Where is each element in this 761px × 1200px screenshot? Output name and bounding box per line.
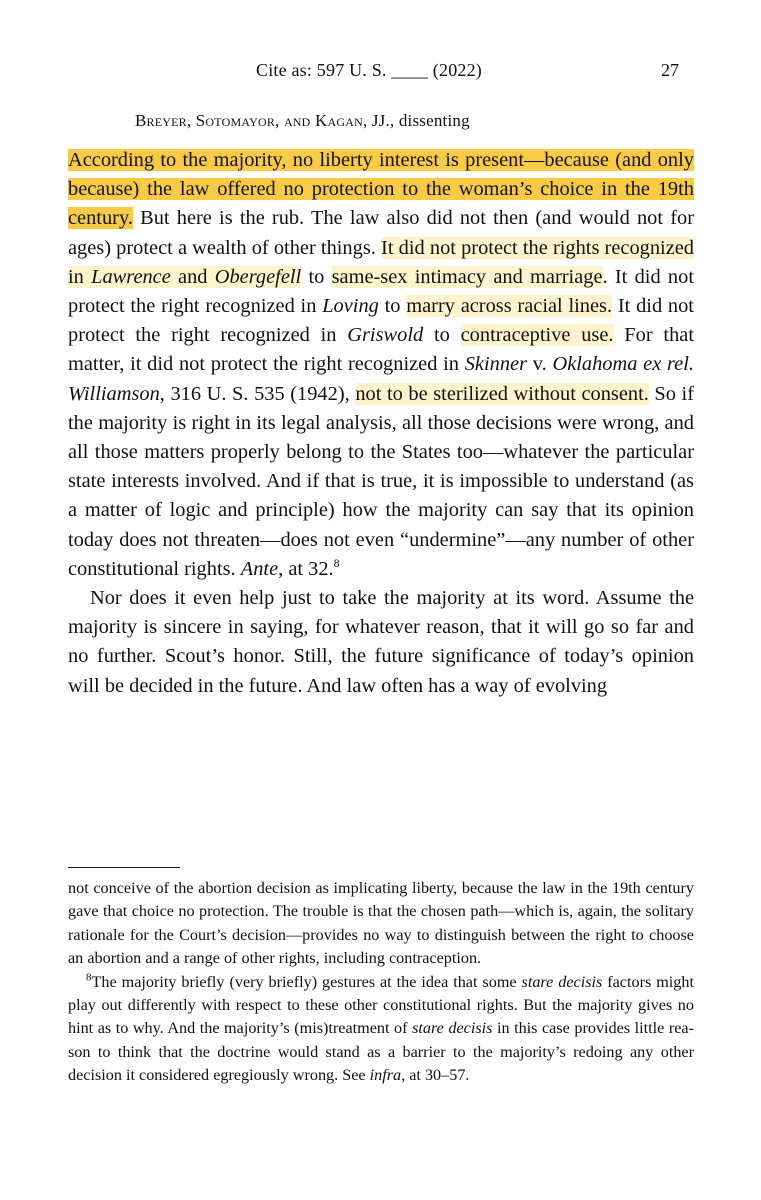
case-name-lawrence: Lawrence	[91, 265, 171, 288]
citation-infra: infra	[369, 1066, 402, 1085]
case-name-skinner: Skinner	[464, 353, 528, 376]
text-run: factors might play out differently with respect to these other constitutional rights. But the majority gives no hint as to why. And the majority’s (mis)treatment of	[68, 972, 694, 1038]
text-run: to	[301, 265, 332, 288]
case-name-oklahoma: Oklahoma ex rel. Williamson	[68, 353, 694, 405]
footnote-8-marker: 8	[333, 556, 340, 571]
paragraph-2: Nor does it even help just to take the majority at its word. Assume the majority is sincere in saying, for whatever reason, that it will go so far and no further. Scout’s honor. Still, the future significance of today’s opinion will be decided in the future. And law often has a way of evolving	[68, 587, 694, 697]
text-run: But here is the rub. The law also did not then (and would not for ages) protect a wealth of other things.	[68, 207, 694, 259]
highlight-racial-lines: marry across racial lines.	[406, 295, 613, 318]
stare-decisis-term: stare decisis	[412, 1019, 493, 1038]
text-run: The majority briefly (very briefly) gestures at the idea that some	[91, 972, 522, 991]
text-run: So if the majority is right in its legal analysis, all those decisions were wrong, and all those matters properly belong to the States too—whatever the particular state interests involved. And if that is true, it is impossible to understand (as a matter of logic and principle) how the majority can say that its opinion today does not threaten—does not even “undermine”—any number of other constitutional rights.	[68, 382, 695, 580]
text-run: For that matter, it did not protect the right recognized in	[68, 324, 694, 376]
text-run: to	[423, 324, 461, 347]
text-run: It did not protect the right recognized in	[68, 295, 694, 347]
case-name-obergefell: Obergefell	[214, 265, 302, 288]
footnote-8-number: 8	[86, 971, 92, 984]
text-run: v.	[527, 353, 553, 376]
case-name-loving: Loving	[322, 295, 379, 318]
footnote-8	[68, 971, 694, 1088]
running-head	[135, 111, 470, 131]
citation-header: Cite as: 597 U. S. ____ (2022)	[256, 60, 482, 80]
highlight-sterilization: not to be sterilized without consent.	[355, 382, 649, 405]
text-run: It did not protect the right recognized in	[68, 265, 694, 318]
highlight-majority-premise: According to the majority, no liberty interest is present—because (and only because) the law offered no protection to the woman’s choice in the 19th century.	[68, 149, 694, 230]
highlight-contraceptive-use: contraceptive use.	[460, 324, 614, 347]
highlight-same-sex-intimacy: same-sex intimacy and marriage	[331, 265, 603, 288]
text-run: , at 30–57.	[401, 1066, 470, 1085]
text-run: .	[602, 265, 608, 288]
stare-decisis-term: stare decisis	[521, 972, 603, 991]
citation-ante: Ante	[240, 557, 279, 580]
footnote-divider	[68, 867, 180, 868]
footnote-continued: not conceive of the abortion decision as implicating liberty, because the law in the 19th century gave that choice no protection. The trouble is that the chosen path—which is, again, the solitary rationale for the Court’s decision—provides no way to distinguish between the right to choose an abortion and a range of other rights, including contraception.	[68, 879, 694, 968]
page-number: 27	[661, 60, 679, 80]
case-name-griswold: Griswold	[347, 324, 424, 347]
text-run: in this case provides little reason to think that the doctrine would stand as a barrier to the majority’s redoing any other decision it considered egregiously wrong. See	[68, 1019, 694, 1085]
paragraph-1	[68, 146, 694, 584]
text-run: , 316 U. S. 535 (1942),	[159, 382, 356, 405]
text-run: to	[378, 295, 407, 318]
running-head-dissenting: dissenting	[394, 111, 470, 130]
opinion-body	[68, 146, 694, 701]
footnotes	[68, 877, 694, 1088]
text-run: and	[170, 265, 215, 288]
text-run: , at 32.	[278, 557, 334, 580]
text-run: It did not protect the rights recognized in	[68, 236, 694, 288]
running-head-justices: Breyer, Sotomayor, and Kagan, JJ.,	[135, 111, 395, 130]
